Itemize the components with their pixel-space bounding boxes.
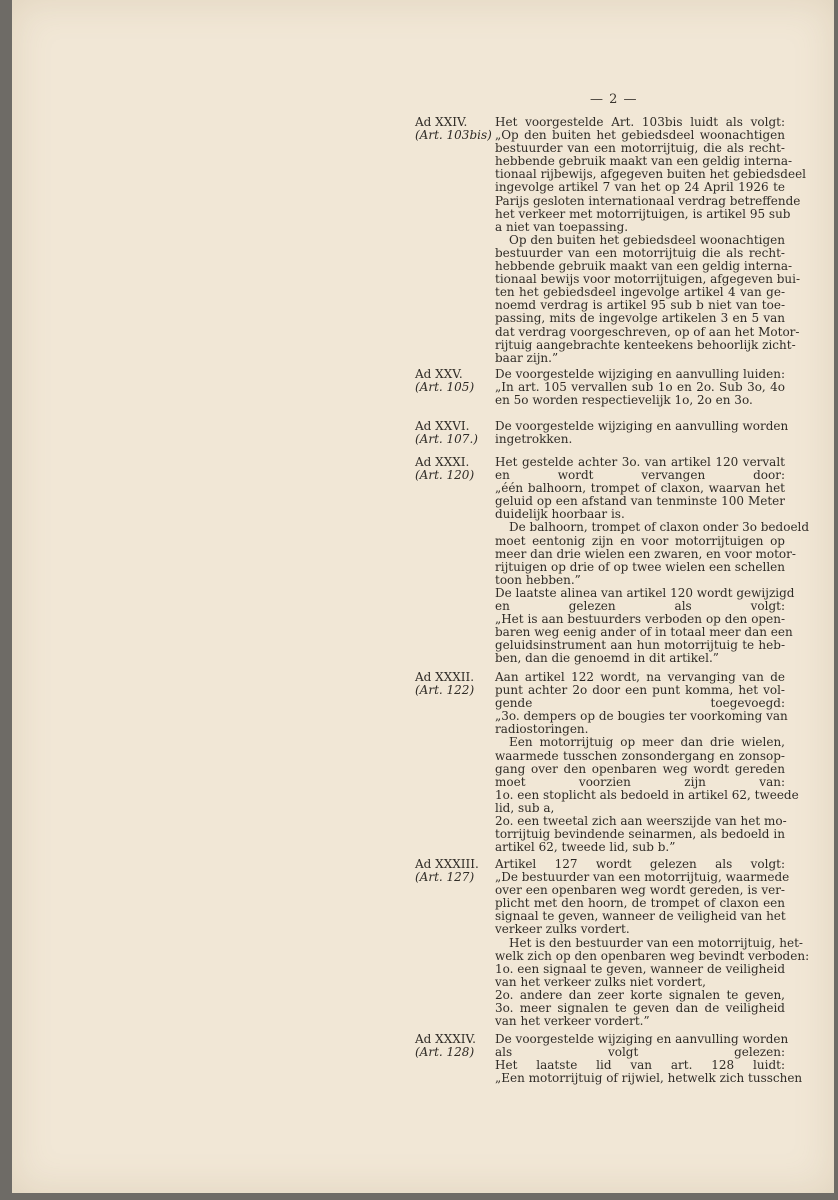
text-line: Het is den bestuurder van een motorrijtuig, het- [509, 935, 803, 950]
article-text [495, 857, 810, 1029]
text-line: lid, sub a, [495, 800, 555, 815]
text-line: hebbende gebruik maakt van een geldig interna- [495, 259, 793, 274]
article-label [415, 116, 495, 142]
text-line: bestuurder van een motorrijtuig die als recht- [495, 245, 785, 260]
article-text [495, 419, 789, 447]
text-line: De voorgestelde wijziging en aanvulling luiden: [495, 367, 785, 381]
text-line: Het gestelde achter 3o. van artikel 120 vervalt [495, 455, 785, 469]
article-label [415, 671, 495, 697]
text-line: Op den buiten het gebiedsdeel woonachtigen [509, 232, 785, 247]
article-label [415, 858, 495, 884]
text-line: noemd verdrag is artikel 95 sub b niet van toe- [495, 298, 785, 313]
article-label [415, 456, 495, 482]
page-number: — 2 — [590, 92, 638, 107]
ad-number: Ad XXV. [415, 367, 463, 381]
article-reference: (Art. 127) [415, 870, 475, 885]
article-reference: (Art. 103bis) [415, 128, 492, 143]
article-reference: (Art. 107.) [415, 432, 478, 447]
text-line: van het verkeer zulks niet vordert, [495, 974, 706, 989]
text-line: „Op den buiten het gebiedsdeel woonachtigen [495, 128, 785, 143]
text-line: moet voorzien zijn van: [495, 774, 785, 789]
text-line: passing, mits de ingevolge artikelen 3 en 5 van [495, 311, 785, 326]
text-line: torrijtuig bevindende seinarmen, als bedoeld in [495, 827, 785, 842]
text-line: „één balhoorn, trompet of claxon, waarvan het [495, 481, 785, 496]
text-line: en 5o worden respectievelijk 1o, 2o en 3o. [495, 393, 753, 408]
text-line: De laatste alinea van artikel 120 wordt gewijzigd [495, 585, 795, 600]
text-line: waarmede tusschen zonsondergang en zonsop- [495, 748, 785, 763]
text-line: „In art. 105 vervallen sub 1o en 2o. Sub 3o, 4o [495, 380, 785, 395]
text-line: „Het is aan bestuurders verboden op den open- [495, 612, 785, 627]
text-line: meer dan drie wielen een zwaren, en voor motor- [495, 546, 796, 561]
text-line: ten het gebiedsdeel ingevolge artikel 4 van ge- [495, 285, 785, 300]
text-line: rijtuigen op drie of op twee wielen een schellen [495, 559, 785, 574]
text-line: Aan artikel 122 wordt, na vervanging van de [495, 670, 785, 684]
text-line: 2o. een tweetal zich aan weerszijde van het mo- [495, 814, 787, 829]
article-label [415, 368, 495, 394]
text-line: signaal te geven, wanneer de veiligheid van het [495, 909, 786, 924]
text-line: „3o. dempers op de bougies ter voorkoming van [495, 709, 788, 724]
text-line: Een motorrijtuig op meer dan drie wielen, [509, 735, 785, 750]
text-line: 2o. andere dan zeer korte signalen te geven, [495, 987, 785, 1002]
text-line: als volgt gelezen: [495, 1045, 785, 1060]
text-line: Parijs gesloten internationaal verdrag betreffende [495, 193, 801, 208]
text-line: toon hebben.” [495, 572, 581, 587]
text-line: ingetrokken. [495, 432, 573, 447]
text-line: artikel 62, tweede lid, sub b.” [495, 840, 676, 855]
text-line: De voorgestelde wijziging en aanvulling worden [495, 419, 789, 433]
ad-number: Ad XXXIII. [415, 857, 479, 871]
text-line: gende toegevoegd: [495, 696, 785, 711]
text-line: gang over den openbaren weg wordt gereden [495, 761, 785, 776]
article-reference: (Art. 122) [415, 683, 475, 698]
text-line: baren weg eenig ander of in totaal meer dan een [495, 625, 793, 640]
text-line: ben, dan die genoemd in dit artikel.” [495, 651, 719, 666]
text-line: plicht met den hoorn, de trompet of claxon een [495, 896, 785, 911]
article-text [495, 115, 807, 365]
text-line: en gelezen als volgt: [495, 599, 785, 614]
text-line: „De bestuurder van een motorrijtuig, waarmede [495, 870, 790, 885]
text-line: De balhoorn, trompet of claxon onder 3o bedoeld [509, 520, 810, 535]
article-text [495, 670, 799, 855]
text-line: moet eentonig zijn en voor motorrijtuigen op [495, 533, 785, 548]
article-reference: (Art. 105) [415, 380, 475, 395]
text-line: welk zich op den openbaren weg bevindt verboden: [495, 948, 810, 963]
text-line: van het verkeer vordert.” [495, 1014, 650, 1029]
text-line: 3o. meer signalen te geven dan de veiligheid [495, 1001, 785, 1016]
text-line: tionaal bewijs voor motorrijtuigen, afgegeven bui- [495, 272, 801, 287]
text-line: De voorgestelde wijziging en aanvulling worden [495, 1032, 789, 1046]
article-reference: (Art. 128) [415, 1045, 475, 1060]
text-line: duidelijk hoorbaar is. [495, 507, 625, 522]
article-reference: (Art. 120) [415, 468, 475, 483]
text-line: radiostoringen. [495, 722, 589, 737]
text-line: Het voorgestelde Art. 103bis luidt als volgt: [495, 115, 785, 129]
ad-number: Ad XXXIV. [415, 1032, 476, 1046]
text-line: geluidsinstrument aan hun motorrijtuig te heb- [495, 638, 785, 653]
text-line: „Een motorrijtuig of rijwiel, hetwelk zich tusschen [495, 1071, 803, 1086]
text-line: 1o. een stoplicht als bedoeld in artikel 62, tweede [495, 787, 799, 802]
text-line: verkeer zulks vordert. [495, 922, 630, 937]
text-line: tionaal rijbewijs, afgegeven buiten het gebiedsdeel [495, 167, 807, 182]
ad-number: Ad XXVI. [415, 419, 470, 433]
text-line: baar zijn.” [495, 350, 559, 365]
article-label [415, 420, 495, 446]
text-line: 1o. een signaal te geven, wanneer de veiligheid [495, 961, 785, 976]
text-line: dat verdrag voorgeschreven, op of aan het Motor- [495, 324, 800, 339]
text-line: Het laatste lid van art. 128 luidt: [495, 1058, 785, 1073]
text-line: a niet van toepassing. [495, 219, 629, 234]
text-line: het verkeer met motorrijtuigen, is artikel 95 sub [495, 206, 791, 221]
article-text [495, 1032, 803, 1086]
ad-number: Ad XXXI. [415, 455, 470, 469]
text-line: ingevolge artikel 7 van het op 24 April 1926 te [495, 180, 785, 195]
ad-number: Ad XXIV. [415, 115, 468, 129]
ad-number: Ad XXXII. [415, 670, 475, 684]
text-line: punt achter 2o door een punt komma, het vol- [495, 683, 785, 698]
text-line: bestuurder van een motorrijtuig, die als recht- [495, 141, 785, 156]
text-line: Artikel 127 wordt gelezen als volgt: [495, 857, 785, 871]
text-line: en wordt vervangen door: [495, 468, 785, 483]
article-text [495, 368, 785, 407]
text-line: rijtuig aangebrachte kenteekens behoorlijk zicht- [495, 337, 796, 352]
text-line: over een openbaren weg wordt gereden, is ver- [495, 883, 785, 898]
text-line: geluid op een afstand van tenminste 100 Meter [495, 494, 785, 509]
text-line: hebbende gebruik maakt van een geldig interna- [495, 154, 793, 169]
article-label [415, 1033, 495, 1059]
article-text [495, 455, 810, 666]
